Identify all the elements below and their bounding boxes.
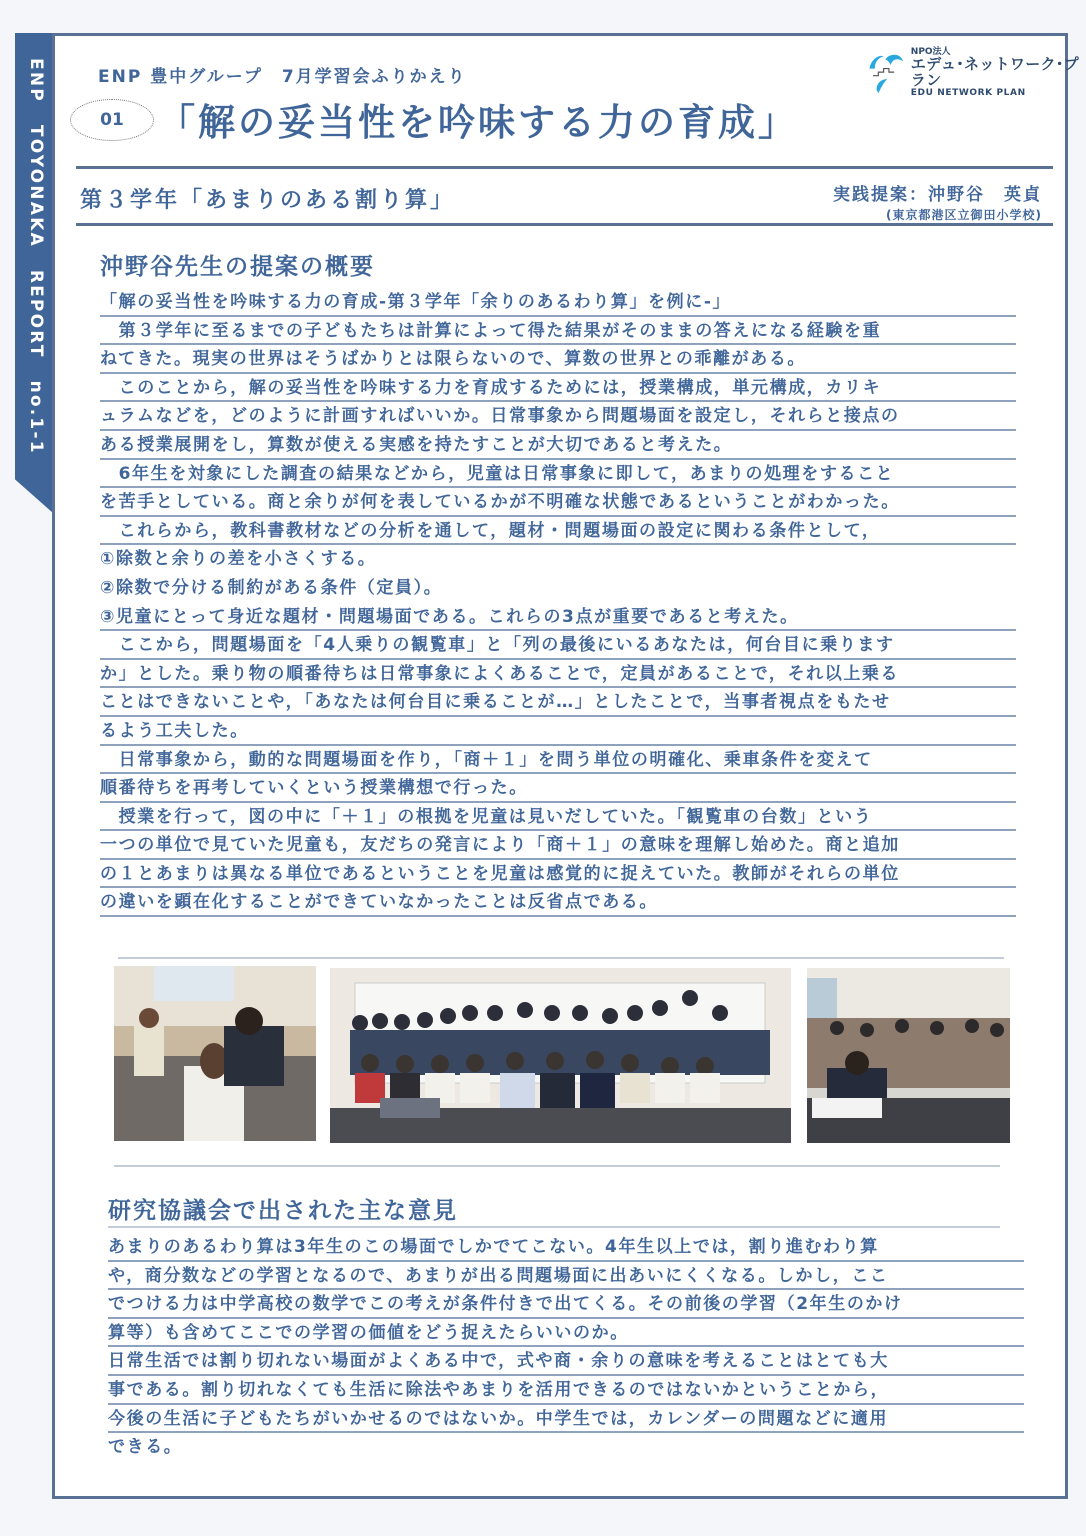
overview-line: 授業を行って，図の中に「＋１」の根拠を児童は見いだしていた。「観覧車の台数」という [100,803,1016,832]
edu-network-plan-logo-icon [866,48,905,98]
organization-logo [866,48,1086,98]
discussion-heading-rule [108,1226,1000,1228]
logo-npo-label: NPO法人 [910,47,951,57]
page-title: 「解の妥当性を吟味する力の育成」 [158,101,798,144]
report-series-label [26,58,46,477]
discussion-line: あまりのあるわり算は3年生のこの場面でしかでてこない。4年生以上では，割り進むわり算 [108,1233,1024,1262]
discussion-line: や，商分数などの学習となるので、あまりが出る問題場面に出あいにくくなる。しかし，ここ [108,1262,1024,1291]
photo-discussion-room [807,968,1010,1143]
discussion-line: でつける力は中学高校の数学でこの考えが条件付きで出てくる。その前後の学習（2年生のかけ [108,1290,1024,1319]
overview-line: の違いを顕在化することができていなかったことは反省点である。 [100,888,1016,917]
overview-line: を苦手としている。商と余りが何を表しているかが不明確な状態であるということがわかった。 [100,488,1016,517]
section-number-badge: 01 [70,99,154,141]
overview-line: 6年生を対象にした調査の結果などから，児童は日常事象に即して，あまりの処理をすること [100,460,1016,489]
logo-name-jp: エデュ･ネットワーク･プラン [910,55,1079,90]
discussion-body [108,1233,1024,1462]
discussion-line: 今後の生活に子どもたちがいかせるのではないか。中学生では，カレンダーの問題などに適用 [108,1405,1024,1434]
overview-line: 第３学年に至るまでの子どもたちは計算によって得た結果がそのままの答えになる経験を重 [100,317,1016,346]
discussion-line: 事である。割り切れなくても生活に除法やあまりを活用できるのではないかということから， [108,1376,1024,1405]
presenter-school: (東京都港区立御田小学校) [886,208,1042,222]
overview-line: 日常事象から，動的な問題場面を作り，「商＋１」を問う単位の明確化、乗車条件を変えて [100,746,1016,775]
overview-line: ①除数と余りの差を小さくする。 [100,549,377,570]
overview-line: か」とした。乗り物の順番待ちは日常事象によくあることで，定員があることで，それ以上乗る [100,660,1016,689]
presenter-name: 実践提案：沖野谷 英貞 [833,185,1042,205]
photo-bottom-rule [114,1165,1000,1167]
overview-line: このことから，解の妥当性を吟味する力を育成するためには，授業構成，単元構成，カリキ [100,374,1016,403]
overview-line: 一つの単位で見ていた児童も，友だちの発言により「商＋１」の意味を理解し始めた。商と追加 [100,831,1016,860]
overview-line: 順番待ちを再考していくという授業構想で行った。 [100,774,1016,803]
report-subtitle: ENP 豊中グループ 7月学習会ふりかえり [98,67,467,87]
overview-line: ここから，問題場面を「4人乗りの観覧車」と「列の最後にいるあなたは，何台目に乗ります [100,631,1016,660]
sidebar-word: REPORT [26,269,46,359]
overview-line: ュラムなどを，どのように計画すればいいか。日常事象から問題場面を設定し，それらと接点の [100,402,1016,431]
photo-gallery [114,966,1010,1141]
overview-heading: 沖野谷先生の提案の概要 [100,254,375,280]
discussion-line: 日常生活では割り切れない場面がよくある中で，式や商・余りの意味を考えることはとても大 [108,1347,1024,1376]
lesson-divider [76,223,1053,226]
lesson-title: 第３学年「あまりのある割り算」 [80,188,456,213]
overview-body [100,288,1016,917]
overview-line: ことはできないことや，「あなたは何台目に乗ることが…」としたことで，当事者視点をもたせ [100,688,1016,717]
discussion-line: 算等）も含めてここでの学習の価値をどう捉えたらいいのか。 [108,1319,1024,1348]
overview-line: ③児童にとって身近な題材・問題場面である。これらの3点が重要であると考えた。 [100,603,1016,632]
overview-line: ある授業展開をし，算数が使える実感を持たすことが大切であると考えた。 [100,431,1016,460]
sidebar-word: ENP [26,58,46,103]
overview-line: るよう工夫した。 [100,717,1016,746]
overview-line: 「解の妥当性を吟味する力の育成-第３学年「余りのあるわり算」を例に-」 [100,288,1016,317]
photo-top-rule [118,957,1004,959]
overview-line: ねてきた。現実の世界はそうばかりとは限らないので、算数の世界との乖離がある。 [100,345,1016,374]
header-divider [76,166,1053,169]
discussion-line: できる。 [108,1437,183,1458]
sidebar-word: TOYONAKA [26,124,46,248]
photo-group-work [114,966,316,1141]
discussion-heading: 研究協議会で出された主な意見 [108,1198,458,1224]
photo-group-portrait [330,968,791,1143]
overview-line: これらから，教科書教材などの分析を通して，題材・問題場面の設定に関わる条件として， [100,517,1016,546]
sidebar-word: no.1-1 [26,380,46,455]
overview-line: ②除数で分ける制約がある条件（定員）。 [100,577,443,598]
logo-name-en: EDU NETWORK PLAN [910,87,1026,98]
overview-line: の１とあまりは異なる単位であるということを児童は感覚的に捉えていた。教師がそれらの単位 [100,860,1016,889]
